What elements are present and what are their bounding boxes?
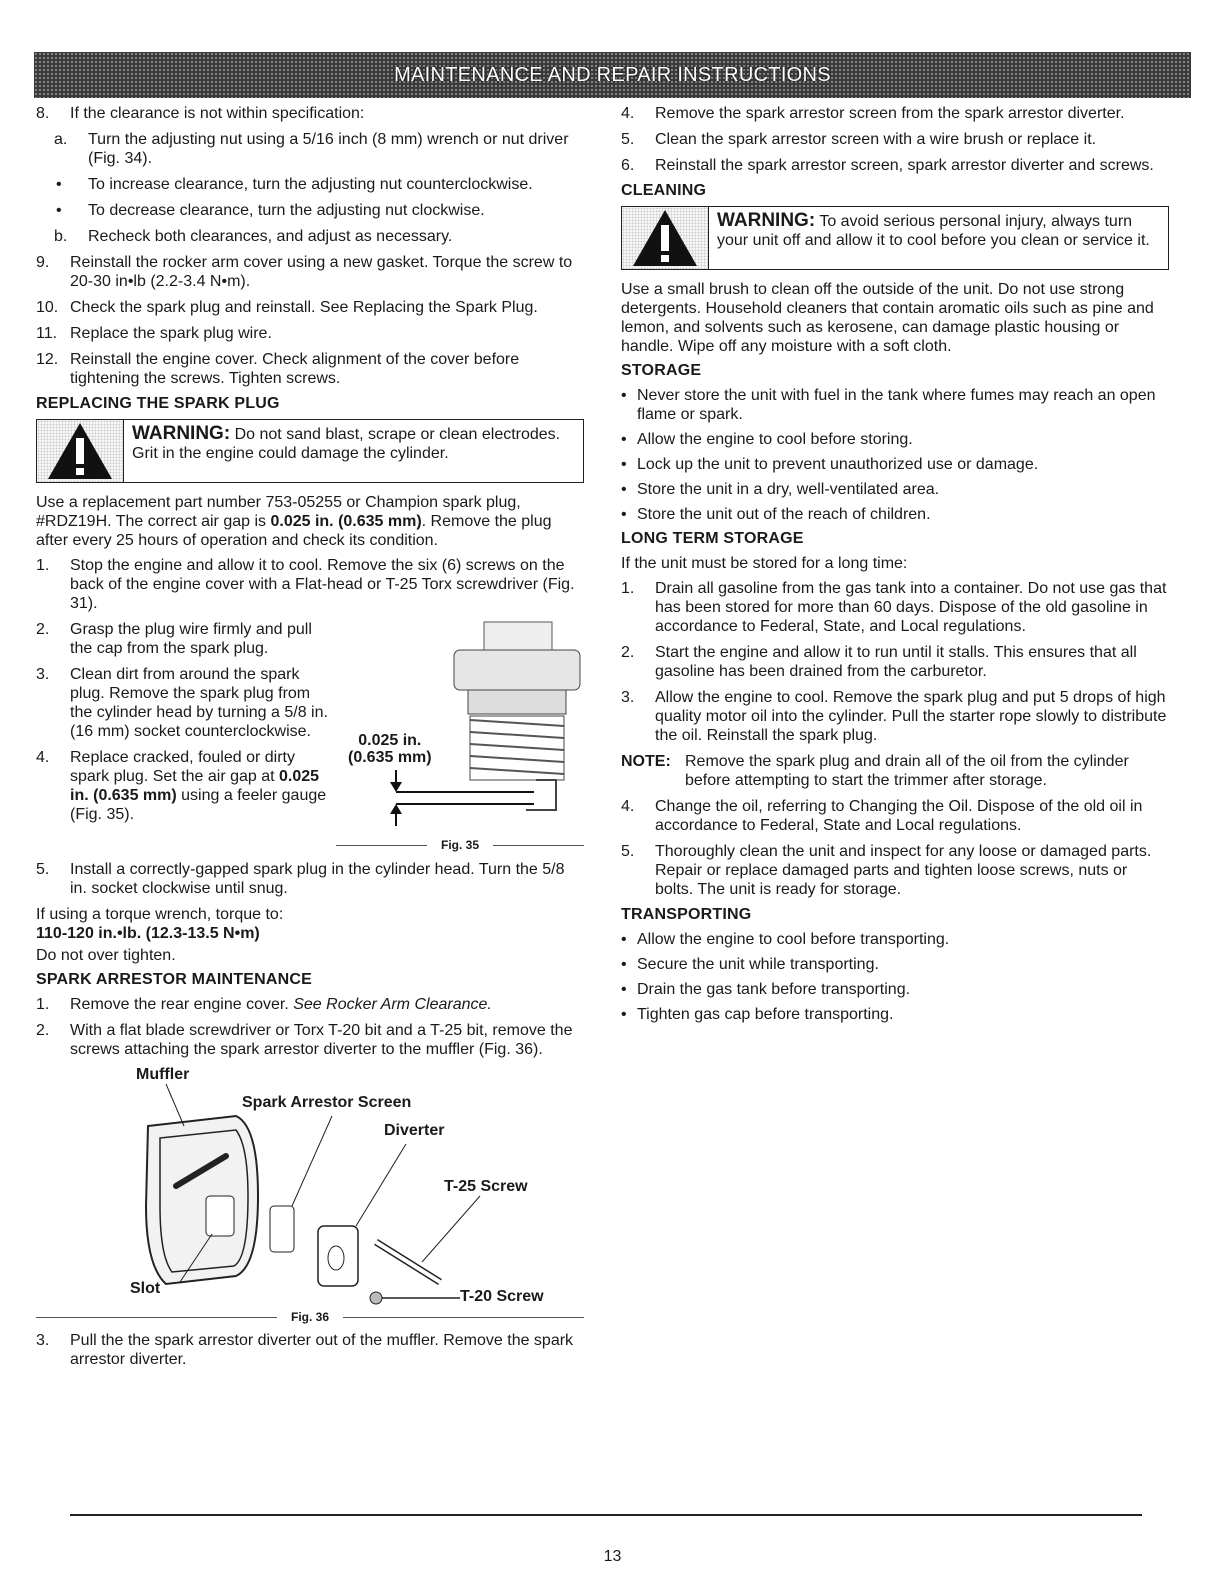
list-item: 3. Allow the engine to cool. Remove the spark plug and put 5 drops of high quality motor oil into the cylinder. Pull the starter rope slowly to distribute the oil. Reinstall the spark plug. <box>621 689 1167 744</box>
list-item: 2. Grasp the plug wire firmly and pull the cap from the spark plug. <box>36 621 312 657</box>
list-item: 3. Clean dirt from around the spark plug. Remove the spark plug from the cylinder head by turning a 5/8 in. (16 mm) socket counterclockwise. <box>36 666 328 740</box>
warning-box <box>621 206 1169 270</box>
paragraph: Use a replacement part number 753-05255 or Champion spark plug, #RDZ19H. The correct air gap is 0.025 in. (0.635 mm). Remove the plug after every 25 hours of operation and check its condition. <box>36 494 552 549</box>
left-column <box>36 104 584 1376</box>
list-item: • Never store the unit with fuel in the tank where fumes may reach an open flame or spark. <box>621 387 1156 423</box>
heading-replacing-spark-plug: REPLACING THE SPARK PLUG <box>36 395 280 412</box>
warning-icon <box>622 207 709 269</box>
warning-title: WARNING: <box>717 210 816 231</box>
list-item: • Store the unit out of the reach of children. <box>621 506 931 523</box>
heading-transporting: TRANSPORTING <box>621 906 752 923</box>
label-t20-screw: T-20 Screw <box>460 1288 544 1305</box>
list-item: • Store the unit in a dry, well-ventilated area. <box>621 481 940 498</box>
warning-text: To avoid serious personal injury, always turn your unit off and allow it to cool before you clean or service it. <box>717 213 1150 249</box>
torque-value: 110-120 in.•lb. (12.3-13.5 N•m) <box>36 925 260 942</box>
list-item: • To increase clearance, turn the adjusting nut counterclockwise. <box>56 176 533 193</box>
list-item: 6. Reinstall the spark arrestor screen, spark arrestor diverter and screws. <box>621 157 1154 174</box>
list-item: • Allow the engine to cool before storing. <box>621 431 913 448</box>
paragraph: Use a small brush to clean off the outside of the unit. Do not use strong detergents. Household cleaners that contain aromatic oils such as pine and lemon, and solvents such as kerosene, can damage plastic housing or handle. Wipe off any moisture with a soft cloth. <box>621 281 1154 355</box>
list-item: 9. Reinstall the rocker arm cover using a new gasket. Torque the screw to 20-30 in•lb (2.2-3.4 N•m). <box>36 254 573 290</box>
list-item: • Drain the gas tank before transporting. <box>621 981 911 998</box>
list-item: • Secure the unit while transporting. <box>621 956 879 973</box>
section-title: MAINTENANCE AND REPAIR INSTRUCTIONS <box>394 63 831 86</box>
list-item: 1. Remove the rear engine cover. See Rocker Arm Clearance. <box>36 996 492 1013</box>
warning-box <box>36 419 584 483</box>
page-number: 13 <box>603 1548 622 1565</box>
list-item: 8. If the clearance is not within specification: <box>36 105 365 122</box>
heading-storage: STORAGE <box>621 362 702 379</box>
list-item: 1. Drain all gasoline from the gas tank into a container. Do not use gas that has been stored for more than 60 days. Dispose of the old gasoline in accordance to Federal, State, and Local regulations. <box>621 580 1167 635</box>
list-item: 2. With a flat blade screwdriver or Torx T-20 bit and a T-25 bit, remove the screws attaching the spark arrestor diverter to the muffler (Fig. 36). <box>36 1022 573 1058</box>
label-muffler: Muffler <box>136 1066 190 1083</box>
list-item: 2. Start the engine and allow it to run until it stalls. This ensures that all gasoline has been drained from the carburetor. <box>621 644 1137 680</box>
list-item: 4. Remove the spark arrestor screen from the spark arrestor diverter. <box>621 105 1125 122</box>
warning-title: WARNING: <box>132 423 231 444</box>
spark-plug-illustration <box>336 620 584 856</box>
paragraph: If using a torque wrench, torque to: <box>36 906 284 923</box>
list-item: 11. Replace the spark plug wire. <box>36 325 272 342</box>
heading-cleaning: CLEANING <box>621 182 707 199</box>
list-item: b. Recheck both clearances, and adjust as necessary. <box>54 228 453 245</box>
section-banner <box>34 52 1191 98</box>
right-column <box>621 104 1169 1030</box>
footer-rule <box>70 1514 1142 1516</box>
heading-spark-arrestor: SPARK ARRESTOR MAINTENANCE <box>36 971 313 988</box>
note <box>621 752 1169 790</box>
label-t25-screw: T-25 Screw <box>444 1178 528 1195</box>
figure-35 <box>36 620 584 860</box>
paragraph: Do not over tighten. <box>36 947 176 964</box>
list-item: • Lock up the unit to prevent unauthorized use or damage. <box>621 456 1039 473</box>
list-item: 1. Stop the engine and allow it to cool. Remove the six (6) screws on the back of the engine cover with a Flat-head or T-25 Torx screwdriver (Fig. 31). <box>36 557 575 612</box>
list-item: 10. Check the spark plug and reinstall. See Replacing the Spark Plug. <box>36 299 538 316</box>
list-item: 3. Pull the the spark arrestor diverter out of the muffler. Remove the spark arrestor diverter. <box>36 1332 574 1368</box>
label-diverter: Diverter <box>384 1122 445 1139</box>
note-label: NOTE: <box>621 753 671 770</box>
note-text: Remove the spark plug and drain all of the oil from the cylinder before attempting to start the trimmer after storage. <box>685 753 1129 789</box>
list-item: • Allow the engine to cool before transporting. <box>621 931 950 948</box>
warning-text: Do not sand blast, scrape or clean electrodes. Grit in the engine could damage the cylinder. <box>132 426 561 462</box>
figure-caption: Fig. 35 <box>336 838 584 852</box>
paragraph: If the unit must be stored for a long time: <box>621 555 908 572</box>
list-item: a. Turn the adjusting nut using a 5/16 inch (8 mm) wrench or nut driver (Fig. 34). <box>54 131 569 167</box>
list-item: 12. Reinstall the engine cover. Check alignment of the cover before tightening the screws. Tighten screws. <box>36 351 520 387</box>
list-item: 5. Install a correctly-gapped spark plug in the cylinder head. Turn the 5/8 in. socket clockwise until snug. <box>36 861 565 897</box>
list-item: 4. Change the oil, referring to Changing the Oil. Dispose of the old oil in accordance to Federal, State and Local regulations. <box>621 798 1143 834</box>
figure-caption: Fig. 36 <box>36 1310 584 1324</box>
gap-label: 0.025 in. (0.635 mm) <box>348 732 432 766</box>
heading-long-term-storage: LONG TERM STORAGE <box>621 530 804 547</box>
list-item: 5. Clean the spark arrestor screen with a wire brush or replace it. <box>621 131 1097 148</box>
list-item: 5. Thoroughly clean the unit and inspect for any loose or damaged parts. Repair or replace damaged parts and tighten loose screws, nuts or bolts. The unit is ready for storage. <box>621 843 1152 898</box>
label-slot: Slot <box>130 1280 161 1297</box>
list-item: • To decrease clearance, turn the adjusting nut clockwise. <box>56 202 485 219</box>
list-item: • Tighten gas cap before transporting. <box>621 1006 894 1023</box>
figure-36 <box>36 1066 584 1331</box>
warning-icon <box>37 420 124 482</box>
label-spark-arrestor-screen: Spark Arrestor Screen <box>242 1094 412 1111</box>
list-item: 4. Replace cracked, fouled or dirty spark plug. Set the air gap at 0.025 in. (0.635 mm) using a feeler gauge (Fig. 35). <box>36 749 327 823</box>
